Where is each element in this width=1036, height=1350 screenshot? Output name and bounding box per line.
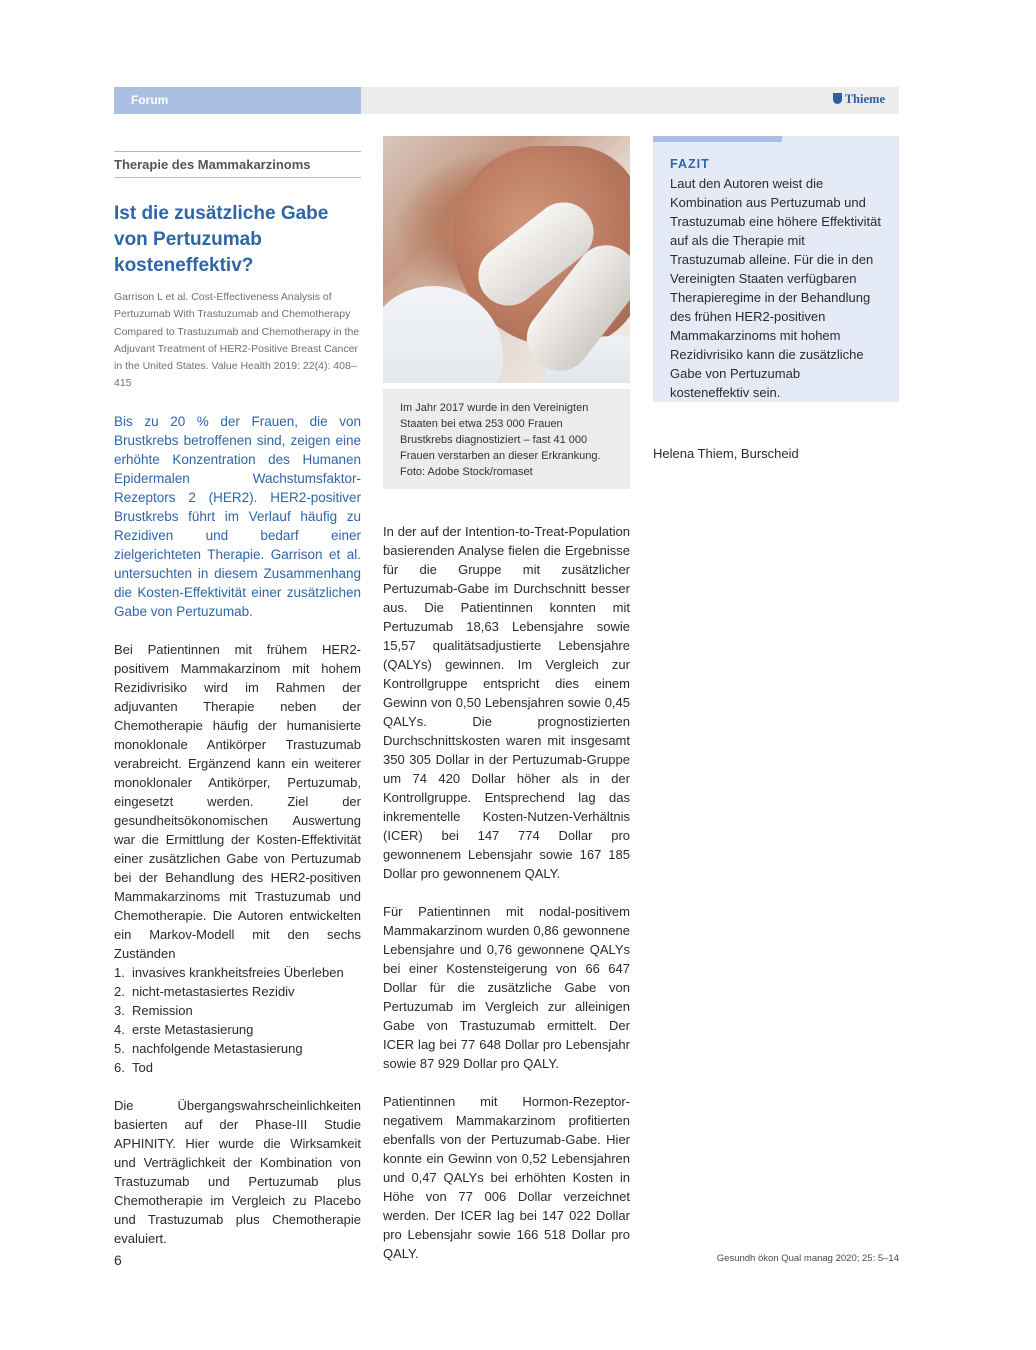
- list-item: 4. erste Metastasierung: [114, 1021, 254, 1037]
- list-item: 2. nicht-metastasiertes Rezidiv: [114, 983, 295, 999]
- fazit-label: FAZIT: [670, 157, 710, 171]
- body-paragraph: Bei Patientinnen mit frühem HER2-positivem Mammakarzinom mit hohem Rezidivrisiko wird im Rahmen der adjuvanten Therapie neben der Chemotherapie häufig der humanisierte monoklonale Antikörper Trastuzumab verabreicht. Ergänzend kann ein weiterer monoklonaler Antikörper, Pertuzumab, eingesetzt werden. Ziel der gesundheitsökonomischen Auswertung war die Ermittlung der Kosten-Effektivität einer zusätzlichen Gabe von Pertuzumab bei der Behandlung des HER2-positiven Mammakarzinoms mit Trastuzumab und Chemotherapie. Die Autoren entwickelten ein Markov-Modell mit den sechs Zuständen: [114, 641, 361, 961]
- fazit-box: [653, 136, 899, 402]
- photo-caption: Im Jahr 2017 wurde in den Vereinigten Staaten bei etwa 253 000 Frauen Brustkrebs diagnostiziert – fast 41 000 Frauen verstarben an dieser Erkrankung. Foto: Adobe Stock/romaset: [383, 389, 630, 489]
- journal-reference: Gesundh ökon Qual manag 2020; 25: 5–14: [716, 1253, 899, 1264]
- list-item: 5. nachfolgende Metastasierung: [114, 1040, 303, 1056]
- article-author: Helena Thiem, Burscheid: [653, 446, 799, 461]
- article-citation: Garrison L et al. Cost-Effectiveness Analysis of Pertuzumab With Trastuzumab and Chemotherapy Compared to Trastuzumab and Chemotherapy in the Adjuvant Treatment of HER2-Positive Breast Cancer in the United States. Value Health 2019: 22(4): 408–415: [114, 291, 360, 390]
- page-number: 6: [114, 1252, 122, 1268]
- column-middle: [383, 136, 630, 1263]
- body-paragraph: In der auf der Intention-to-Treat-Population basierenden Analyse fielen die Ergebnisse für die Gruppe mit zusätzlicher Pertuzumab-Gabe im Durchschnitt besser aus. Die Patientinnen konnten mit Pertuzumab 18,63 Lebensjahre sowie 15,57 qualitätsadjustierte Lebensjahre (QALYs) gewinnen. Im Vergleich zur Kontrollgruppe entspricht dies einem Gewinn von 0,50 Lebensjahren sowie 0,45 QALYs. Die prognostizierten Durchschnittskosten waren mit insgesamt 350 305 Dollar in der Pertuzumab-Gruppe um 74 420 Dollar höher als in der Kontrollgruppe. Entsprechend lag das inkrementelle Kosten-Nutzen-Verhältnis (ICER) bei 147 774 Dollar pro gewonnenem Lebensjahr sowie 167 185 Dollar pro gewonnenem QALY.: [383, 524, 630, 881]
- body-paragraph: Die Übergangswahrscheinlichkeiten basierten auf der Phase-III Studie APHINITY. Hier wurde die Wirksamkeit und Verträglichkeit der Kombination von Trastuzumab und Pertuzumab plus Chemotherapie im Vergleich zu Placebo und Trastuzumab plus Chemotherapie evaluiert.: [114, 1097, 361, 1246]
- list-item: 3. Remission: [114, 1002, 193, 1018]
- page-header: [114, 87, 899, 114]
- fazit-accent-bar: [653, 136, 782, 142]
- article-photo: [383, 136, 630, 383]
- article-lead: Bis zu 20 % der Frauen, die von Brustkrebs betroffenen sind, zeigen eine erhöhte Konzentration des Humanen Epidermalen Wachstumsfaktor-Rezeptors 2 (HER2). HER2-positiver Brustkrebs führt im Verlauf häufig zu Rezidiven und bedarf einer zielgerichteten Therapie. Garrison et al. untersuchten in diesem Zusammenhang die Kosten-Effektivität einer zusätzlichen Gabe von Pertuzumab.: [114, 413, 361, 619]
- article-title: Ist die zusätzliche Gabe von Pertuzumab kosteneffektiv?: [114, 203, 329, 276]
- list-item: 1. invasives krankheitsfreies Überleben: [114, 964, 344, 980]
- publisher-logo: [833, 92, 885, 107]
- article-kicker: Therapie des Mammakarzinoms: [114, 151, 361, 178]
- fazit-text: Laut den Autoren weist die Kombination aus Pertuzumab und Trastuzumab eine höhere Effektivität auf als die Therapie mit Trastuzumab alleine. Für die in den Vereinigten Staaten verfügbaren Therapieregime in der Behandlung des frühen HER2-positiven Mammakarzinoms mit hohem Rezidivrisiko kann die zusätzliche Gabe von Pertuzumab kosteneffektiv sein.: [670, 176, 882, 400]
- thieme-shield-icon: [833, 93, 842, 104]
- publisher-name: Thieme: [844, 92, 885, 106]
- body-paragraph: Für Patientinnen mit nodal-positivem Mammakarzinom wurden 0,86 gewonnene Lebensjahre und 0,76 gewonnene QALYs bei einer Kostensteigerung von 66 647 Dollar für die zusätzliche Gabe von Pertuzumab im Vergleich zur alleinigen Gabe von Trastuzumab ermittelt. Der ICER lag bei 77 648 Dollar pro Lebensjahr sowie 87 929 Dollar pro QALY.: [383, 904, 630, 1071]
- list-item: 6. Tod: [114, 1059, 153, 1075]
- body-paragraph: Patientinnen mit Hormon-Rezeptor-negativem Mammakarzinom profitierten ebenfalls von der Pertuzumab-Gabe. Hier konnte ein Gewinn von 0,52 Lebensjahren und 0,47 QALYs bei erhöhten Kosten in Höhe von 77 006 Dollar verzeichnet werden. Der ICER lag bei 147 022 Dollar pro Lebensjahr sowie 166 518 Dollar pro QALY.: [383, 1094, 630, 1261]
- markov-states-list: [114, 963, 361, 1077]
- column-left: [114, 151, 361, 1248]
- section-label: Forum: [114, 87, 361, 114]
- column-right: [653, 136, 899, 463]
